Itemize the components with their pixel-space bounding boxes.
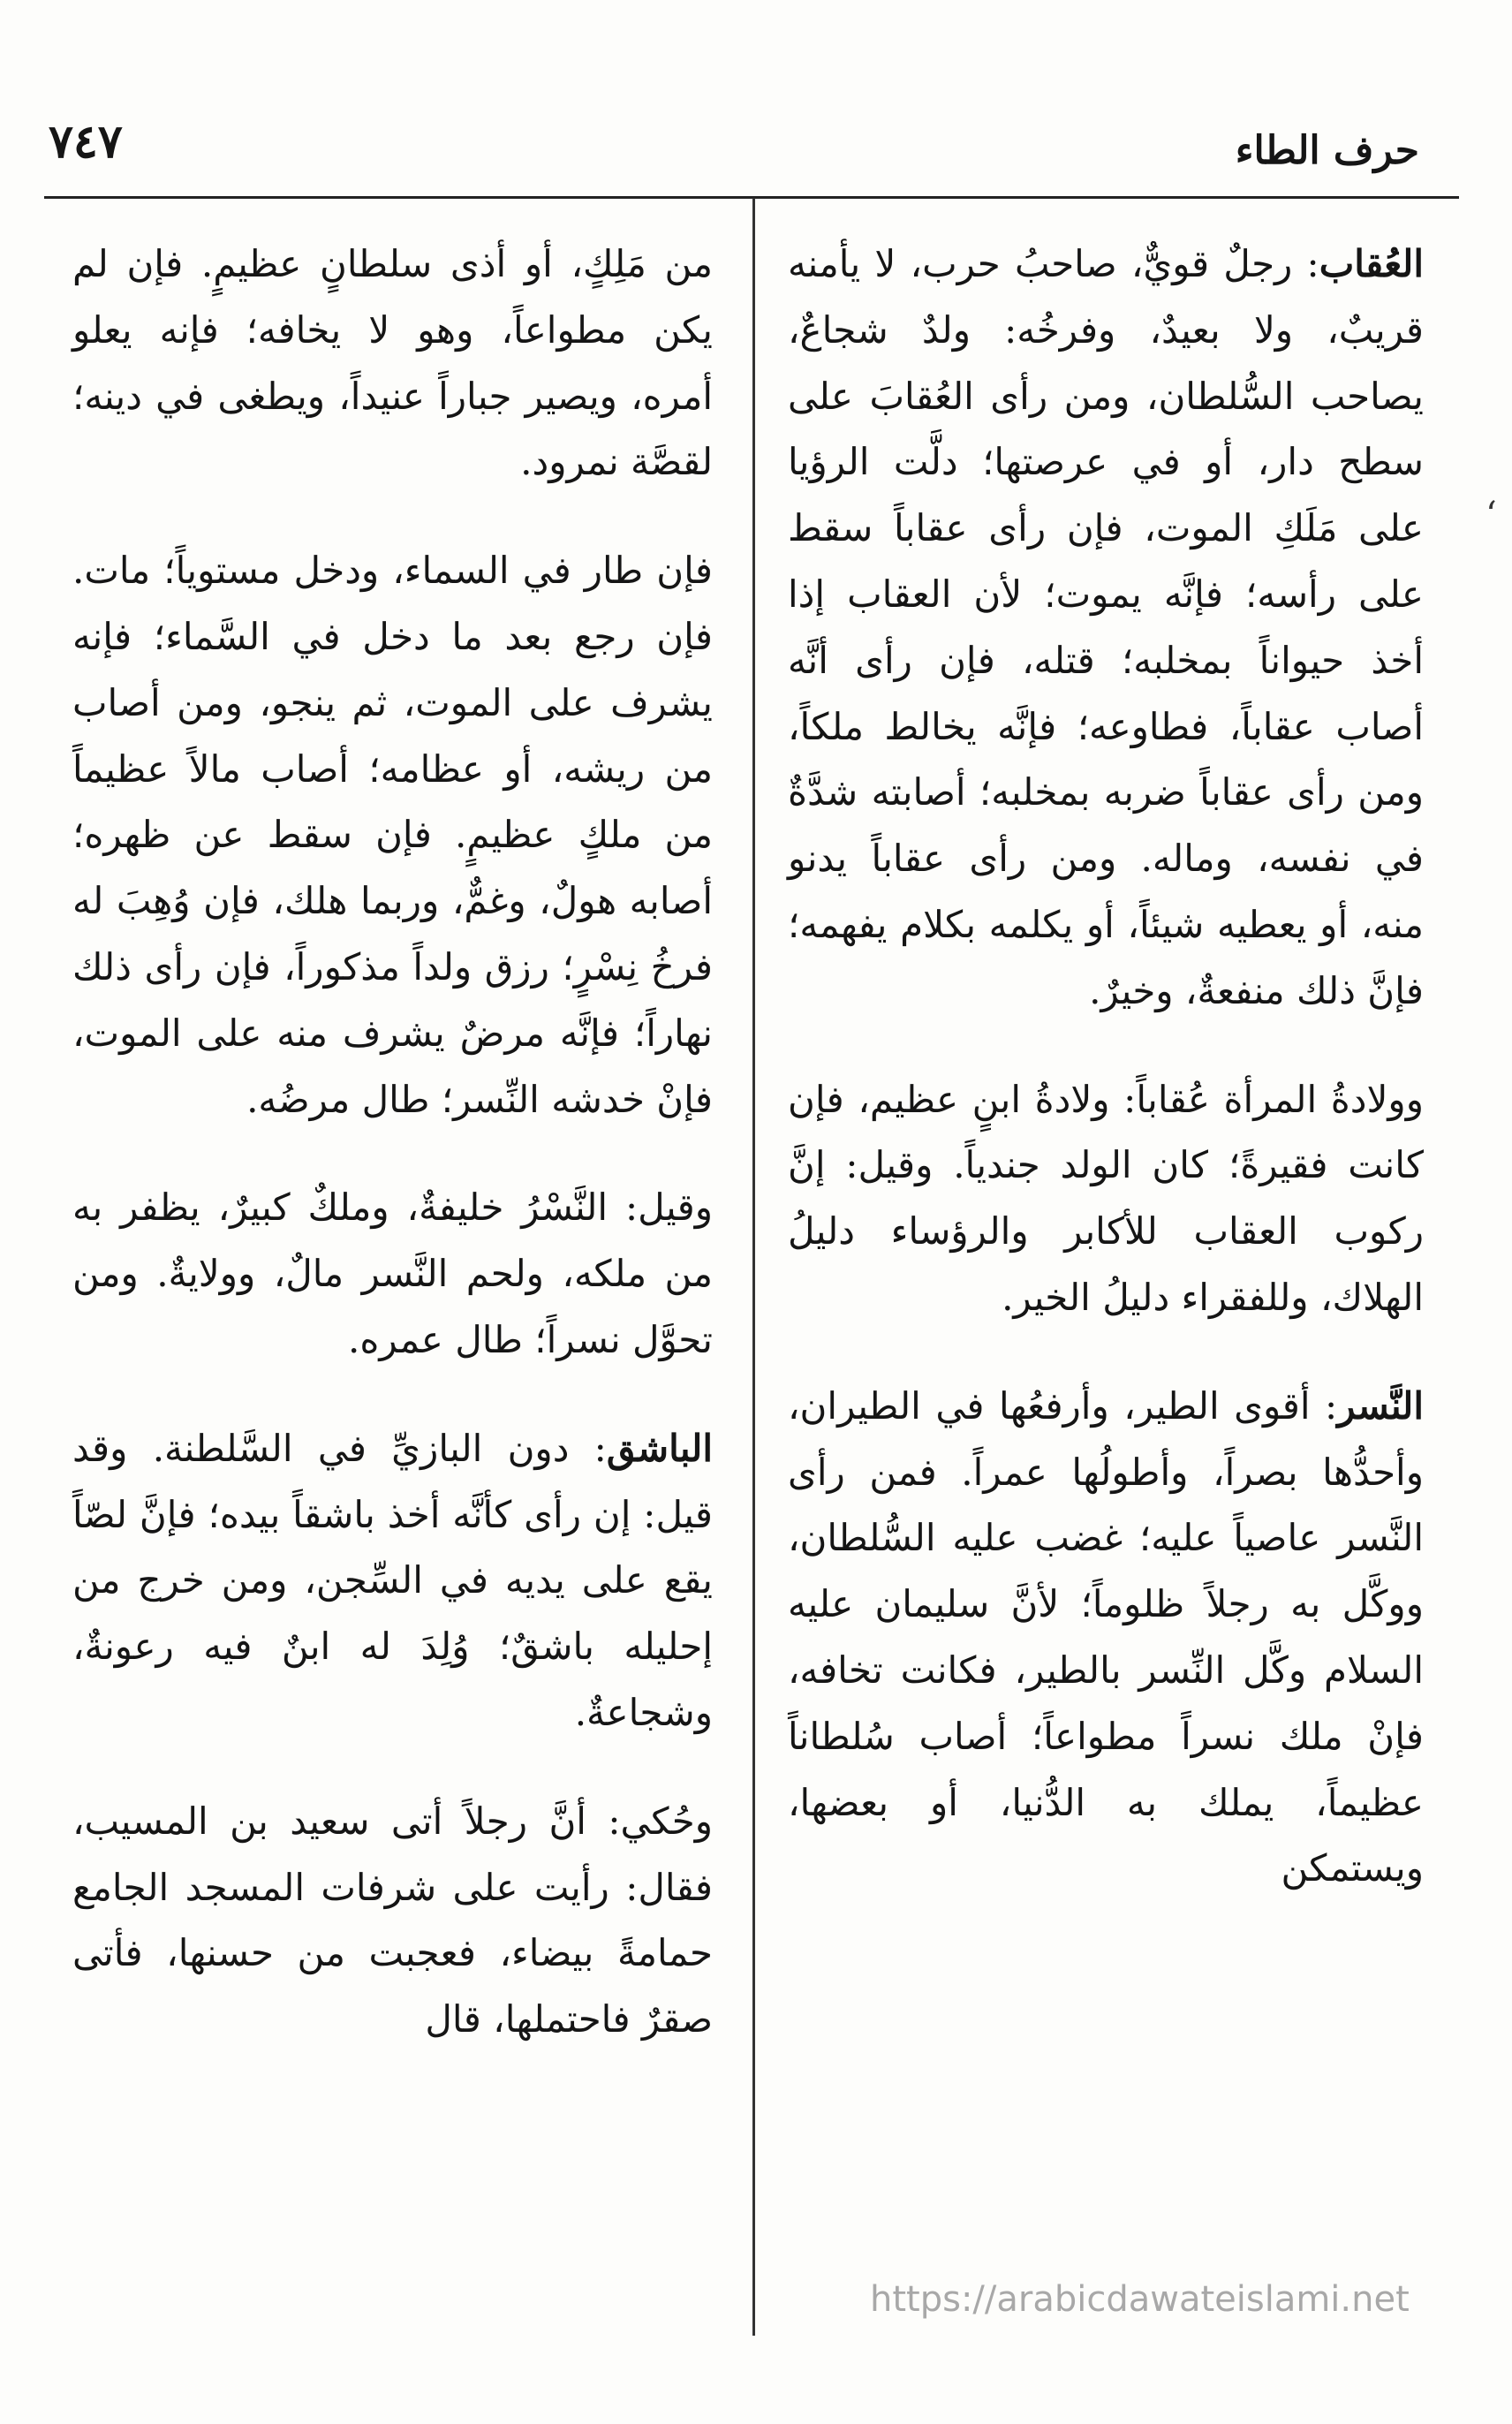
paragraph-anecdote xyxy=(72,1789,713,2053)
paragraph-vulture-flight xyxy=(72,538,713,1132)
paragraph-text: من مَلِكٍ، أو أذى سلطانٍ عظيمٍ. فإن لم يكن مطواعاً، وهو لا يخافه؛ فإنه يعلو أمره، ويصير جباراً عنيداً، ويطغى في دينه؛ لقصَّة نمرود. xyxy=(72,242,713,484)
entry-term-sparrowhawk: الباشق xyxy=(606,1426,713,1470)
running-header-title: حرف الطاء xyxy=(1235,128,1419,173)
paragraph-text: : دون البازيِّ في السَّلطنة. وقد قيل: إن رأى كأنَّه أخذ باشقاً بيده؛ فإنَّ لصّاً يقع على يديه في السِّجن، ومن خرج من إحليله باشقٌ؛ وُلِدَ له ابنٌ فيه رعونةٌ، وشجاعةٌ. xyxy=(72,1426,713,1734)
entry-term-eagle: العُقاب xyxy=(1319,242,1424,285)
paragraph-text: فإن طار في السماء، ودخل مستوياً؛ مات. فإن رجع بعد ما دخل في السَّماء؛ فإنه يشرف على الموت، ثم ينجو، ومن أصاب من ريشه، أو عظامه؛ أصاب مالاً عظيماً من ملكٍ عظيمٍ. فإن سقط عن ظهره؛ أصابه هولٌ، وغمٌّ، وربما هلك، فإن وُهِبَ له فرخُ نِسْرٍ؛ رزق ولداً مذكوراً، فإن رأى ذلك نهاراً؛ فإنَّه مرضٌ يشرف منه على الموت، فإنْ خدشه النِّسر؛ طال مرضُه. xyxy=(72,549,713,1121)
page-header xyxy=(0,0,1512,212)
column-divider xyxy=(752,198,755,2336)
header-rule xyxy=(44,196,1459,199)
watermark-url: https://arabicdawateislami.net xyxy=(870,2279,1410,2320)
page-number: ٧٤٧ xyxy=(49,115,123,169)
paragraph-eagle xyxy=(788,231,1424,1025)
paragraph-text: وولادةُ المرأة عُقاباً: ولادةُ ابنٍ عظيم، فإن كانت فقيرةً؛ كان الولد جندياً. وقيل: إنَّ ركوب العقاب للأكابر والرؤساء دليلُ الهلاك، وللفقراء دليلُ الخير. xyxy=(788,1077,1424,1319)
left-column xyxy=(72,231,713,2095)
paragraph-sparrowhawk xyxy=(72,1416,713,1746)
right-column xyxy=(788,231,1424,1944)
entry-term-vulture: النَّسر xyxy=(1337,1383,1424,1428)
paragraph-vulture-caliph xyxy=(72,1175,713,1373)
paragraph-eagle-birth xyxy=(788,1067,1424,1331)
margin-mark: ʻ xyxy=(1486,495,1497,535)
paragraph-vulture-continued xyxy=(72,231,713,496)
paragraph-text: وحُكي: أنَّ رجلاً أتى سعيد بن المسيب، فقال: رأيت على شرفات المسجد الجامع حمامةً بيضاء، فعجبت من حسنها، فأتى صقرٌ فاحتملها، قال xyxy=(72,1799,713,2041)
paragraph-text: : أقوى الطير، وأرفعُها في الطيران، وأحدُّها بصراً، وأطولُها عمراً. فمن رأى النَّسر عاصياً عليه؛ غضب عليه السُّلطان، ووكَّل به رجلاً ظلوماً؛ لأنَّ سليمان عليه السلام وكَّل النِّسر بالطير، فكانت تخافه، فإنْ ملك نسراً مطواعاً؛ أصاب سُلطاناً عظيماً، يملك به الدُّنيا، أو بعضها، ويستمكن xyxy=(788,1383,1424,1890)
paragraph-text: : رجلٌ قويٌّ، صاحبُ حرب، لا يأمنه قريبٌ، ولا بعيدٌ، وفرخُه: ولدٌ شجاعٌ، يصاحب السُّلطان، ومن رأى العُقابَ على سطح دار، أو في عرصتها؛ دلَّت الرؤيا على مَلَكِ الموت، فإن رأى عقاباً سقط على رأسه؛ فإنَّه يموت؛ لأن العقاب إذا أخذ حيواناً بمخلبه؛ قتله، فإن رأى أنَّه أصاب عقاباً، فطاوعه؛ فإنَّه يخالط ملكاً، ومن رأى عقاباً ضربه بمخلبه؛ أصابته شدَّةٌ في نفسه، وماله. ومن رأى عقاباً يدنو منه، أو يعطيه شيئاً، أو يكلمه بكلام يفهمه؛ فإنَّ ذلك منفعةٌ، وخيرٌ. xyxy=(788,242,1424,1012)
paragraph-vulture xyxy=(788,1374,1424,1902)
paragraph-text: وقيل: النَّسْرُ خليفةٌ، وملكٌ كبيرٌ، يظفر به من ملكه، ولحم النَّسر مالٌ، وولايةٌ. ومن تحوَّل نسراً؛ طال عمره. xyxy=(72,1185,713,1361)
